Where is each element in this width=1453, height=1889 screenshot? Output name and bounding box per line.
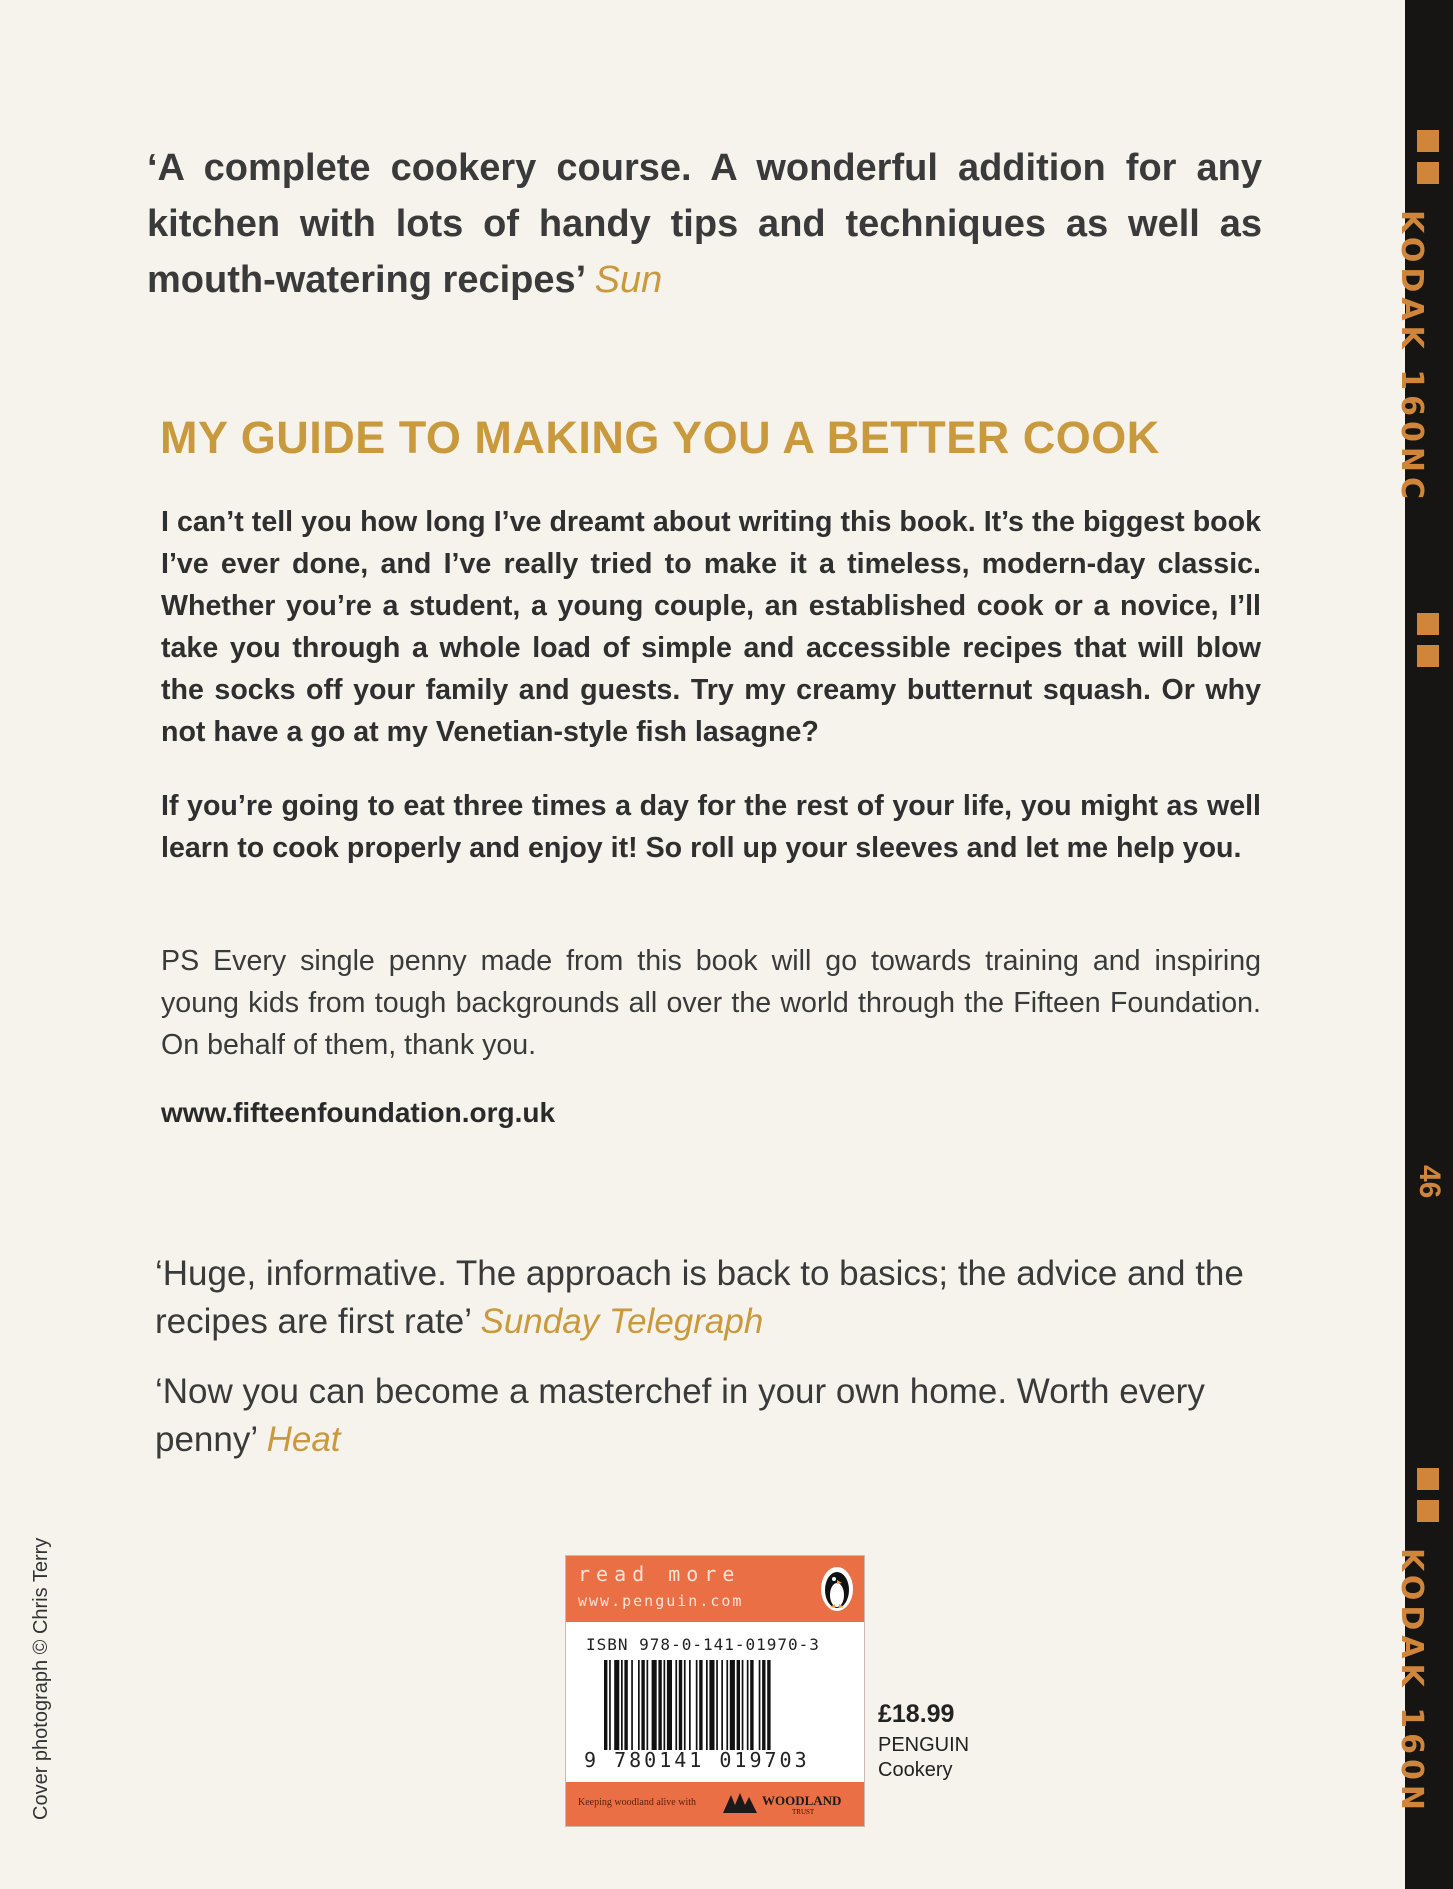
review-quote-heat (155, 1368, 1275, 1464)
film-brand-text: KODAK 160NC (1394, 210, 1429, 504)
barcode-bar (696, 1660, 698, 1750)
body-paragraph-1: I can’t tell you how long I’ve dreamt about writing this book. It’s the biggest book I’ve ever done, and I’ve really tried to make it a timeless, modern-day classic. Whether you’re a student, a young couple, an established cook or a novice, I’ll take you through a whole load of simple and accessible recipes that will blow the socks off your family and guests. Try my creamy butternut squash. Or why not have a go at my Venetian-style fish lasagne? (161, 506, 1261, 748)
penguin-url: www.penguin.com (578, 1592, 744, 1610)
film-sprocket-icon (1417, 162, 1439, 184)
barcode-bar (621, 1660, 623, 1750)
film-brand-text-bottom: KODAK 160N (1394, 1548, 1429, 1815)
quote-text: ‘Huge, informative. The approach is back to basics; the advice and the recipes are first rate’ (155, 1254, 1244, 1341)
barcode-bar (638, 1660, 640, 1750)
website-link[interactable]: www.fifteenfoundation.org.uk (161, 1097, 556, 1128)
book-category: Cookery (878, 1759, 953, 1781)
film-edge-strip (1394, 0, 1453, 1889)
review-quote-sun (147, 140, 1262, 308)
barcode-bar (652, 1660, 657, 1750)
barcode-icon (604, 1660, 830, 1750)
woodland-trust-banner (566, 1782, 864, 1826)
quote-text: ‘Now you can become a masterchef in your own home. Worth every penny’ (155, 1372, 1205, 1459)
film-sprocket-icon (1417, 1468, 1439, 1490)
barcode-bar (624, 1660, 627, 1750)
barcode-bar (730, 1660, 735, 1750)
barcode-bar (699, 1660, 702, 1750)
barcode-bar (631, 1660, 633, 1750)
price: £18.99 (878, 1700, 955, 1728)
film-sprocket-icon (1417, 645, 1439, 667)
barcode-bar (679, 1660, 682, 1750)
publisher-name: PENGUIN (878, 1734, 970, 1756)
barcode-bar (684, 1660, 686, 1750)
barcode-bar (667, 1660, 672, 1750)
quote-source: Heat (266, 1420, 341, 1459)
barcode-bar (767, 1660, 770, 1750)
barcode-bar (759, 1660, 761, 1750)
isbn-text: ISBN 978-0-141-01970-3 (586, 1635, 820, 1654)
barcode-bar (604, 1660, 607, 1750)
body-paragraph-ps: PS Every single penny made from this book will go towards training and inspiring young kids from tough backgrounds all over the world through the Fifteen Foundation. On behalf of them, thank you. (161, 945, 1261, 1061)
barcode-bar (750, 1660, 753, 1750)
read-more-banner (566, 1556, 864, 1622)
barcode-bar (721, 1660, 723, 1750)
barcode-bar (737, 1660, 740, 1750)
barcode-bar (762, 1660, 765, 1750)
film-sprocket-icon (1417, 613, 1439, 635)
barcode-bar (726, 1660, 728, 1750)
review-quote-telegraph (155, 1250, 1275, 1346)
barcode-bar (742, 1660, 744, 1750)
barcode-bar (716, 1660, 718, 1750)
barcode-bar (675, 1660, 677, 1750)
barcode-bar (647, 1660, 649, 1750)
woodland-name: WOODLAND (762, 1793, 842, 1808)
barcode-bar (747, 1660, 749, 1750)
barcode-bar (641, 1660, 644, 1750)
quote-source: Sun (594, 259, 663, 301)
film-sprocket-icon (1417, 130, 1439, 152)
barcode-bar (689, 1660, 691, 1750)
woodland-trust-label: TRUST (792, 1808, 815, 1816)
barcode-panel (565, 1555, 865, 1827)
read-more-label: read more (578, 1562, 741, 1586)
barcode-bar (664, 1660, 666, 1750)
quote-source: Sunday Telegraph (480, 1302, 764, 1341)
barcode-number: 9 780141 019703 (584, 1748, 810, 1772)
barcode-bar (709, 1660, 714, 1750)
section-heading: MY GUIDE TO MAKING YOU A BETTER COOK (160, 412, 1160, 463)
barcode-bar (609, 1660, 611, 1750)
quote-text: ‘A complete cookery course. A wonderful addition for any kitchen with lots of handy tips and techniques as well as mouth-watering recipes’ (147, 147, 1262, 301)
barcode-bar (658, 1660, 661, 1750)
woodland-caption: Keeping woodland alive with (578, 1797, 697, 1808)
body-paragraph-2: If you’re going to eat three times a day for the rest of your life, you might as well learn to cook properly and enjoy it! So roll up your sleeves and let me help you. (161, 790, 1261, 864)
photo-credit: Cover photograph © Chris Terry (30, 1537, 52, 1820)
penguin-logo-icon (820, 1566, 854, 1612)
barcode-bar (706, 1660, 708, 1750)
film-frame-number: 46 (1413, 1165, 1446, 1199)
barcode-bar (614, 1660, 619, 1750)
film-sprocket-icon (1417, 1500, 1439, 1522)
woodland-trust-logo-icon (721, 1791, 759, 1817)
